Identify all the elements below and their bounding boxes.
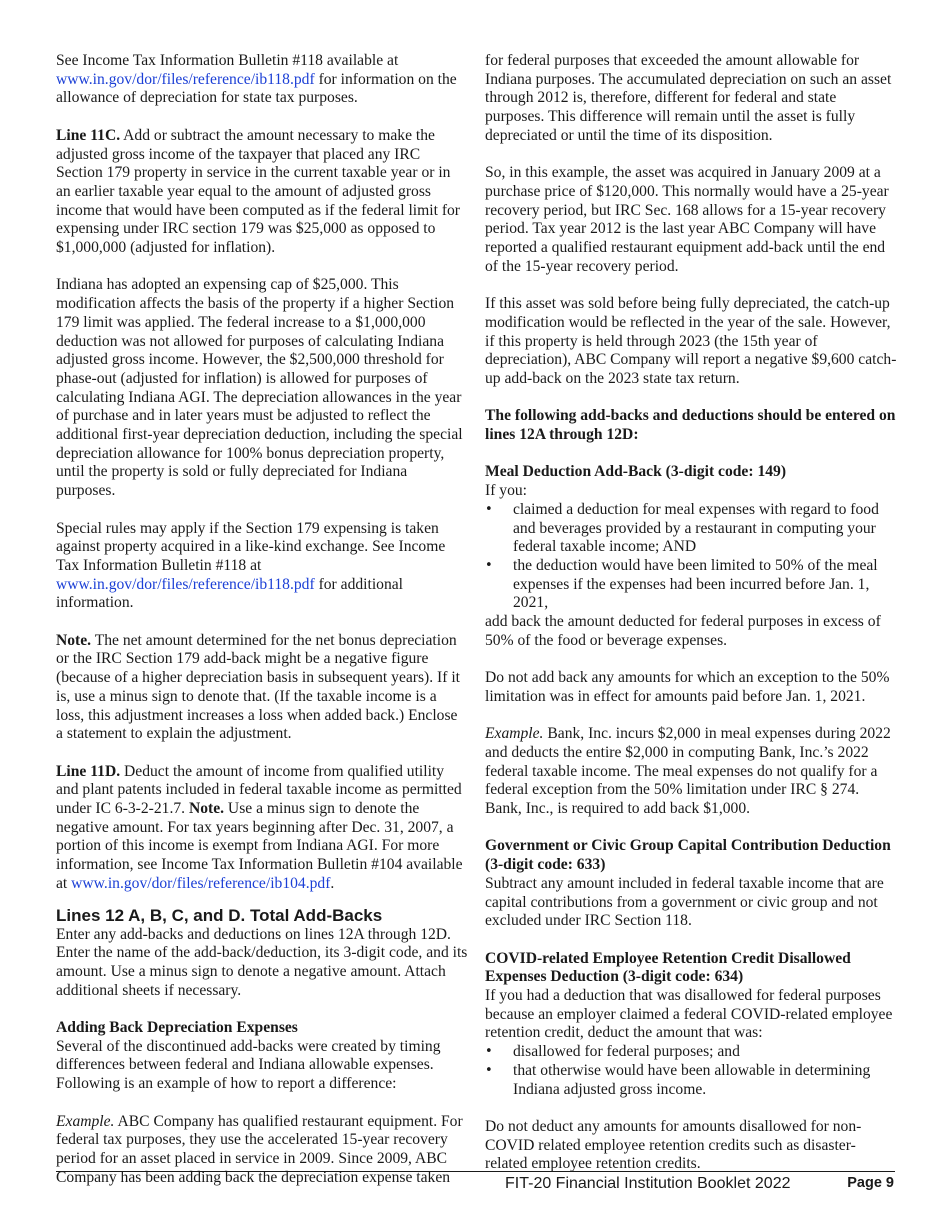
note-paragraph: [56, 632, 468, 744]
adding-back-paragraph: Several of the discontinued add-backs were created by timing differences between federal and Indiana allowable expenses. Following is an example of how to report a difference:: [56, 1037, 441, 1093]
right-column: [485, 52, 897, 1174]
special-rules-text: Special rules may apply if the Section 179 expensing is taken against property acquired in a like-kind exchange. See Income Tax Information Bulletin #118 at: [56, 519, 446, 574]
lines-12-paragraph: Enter any add-backs and deductions on lines 12A through 12D. Enter the name of the add-back/deduction, its 3-digit code, and its amount. Use a minus sign to denote a negative amount. Attach additional sheets if necessary.: [56, 925, 468, 999]
line-11d-text-2: Use a minus sign to denote the negative amount. For tax years beginning after Dec. 31, 2007, a portion of this income is exempt from Indiana AGI. For more information, see Income Tax Information Bulletin #104 available at: [56, 800, 463, 892]
meal-do-not: Do not add back any amounts for which an exception to the 50% limitation was in effect for amounts paid before Jan. 1, 2021.: [485, 669, 890, 705]
adding-back-heading: Adding Back Depreciation Expenses: [56, 1019, 298, 1037]
note-text: The net amount determined for the net bonus depreciation or the IRC Section 179 add-back might be a negative figure (because of a higher depreciation basis in subsequent years). If it is, use a minus sign to denote that. (If the taxable income is a loss, this adjustment increases a loss when added back.) Enclose a statement to explain the adjustment.: [56, 631, 460, 743]
example-text: ABC Company has qualified restaurant equipment. For federal tax purposes, they use the accelerated 15-year recovery period for an asset placed in service in 2009. Since 2009, ABC Company has been adding back the depreciation expense taken: [56, 1112, 463, 1186]
sold-before-paragraph: If this asset was sold before being fully depreciated, the catch-up modification would be reflected in the year of the sale. However, if this property is held through 2023 (the 15th year of depreciation), ABC Company will report a negative $9,600 catch-up add-back on the 2023 state tax return.: [485, 295, 897, 387]
continuation-paragraph: for federal purposes that exceeded the amount allowable for Indiana purposes. The accumulated depreciation on such an asset through 2012 is, therefore, different for federal and state purposes. This difference will remain until the asset is fully depreciated or until the time of its disposition.: [485, 52, 892, 144]
line-11c-text: Add or subtract the amount necessary to make the adjusted gross income of the taxpayer that placed any IRC Section 179 property in service in the current taxable year or in an earlier taxable year equal to the amount of adjusted gross income that would have been computed as if the federal limit for expensing under IRC section 179 was $25,000 as opposed to $1,000,000 (adjusted for inflation).: [56, 126, 460, 257]
line-11c-paragraph: [56, 127, 468, 258]
line-11d-text-end: .: [330, 874, 335, 892]
govt-paragraph: Subtract any amount included in federal taxable income that are capital contributions from a government or civic group and not excluded under IRC Section 118.: [485, 874, 884, 930]
page-number: Page 9: [847, 1175, 894, 1191]
ib118-link[interactable]: www.in.gov/dor/files/reference/ib118.pdf: [56, 70, 315, 88]
meal-bullet-2: • the deduction would have been limited to 50% of the meal expenses if the expenses had been incurred before Jan. 1, 2021,: [485, 557, 897, 613]
meal-if-you: If you:: [485, 482, 528, 500]
meal-heading: Meal Deduction Add-Back (3-digit code: 149): [485, 463, 787, 481]
govt-heading: Government or Civic Group Capital Contribution Deduction (3-digit code: 633): [485, 837, 891, 874]
meal-example-label: Example.: [485, 725, 544, 743]
intro-text: See Income Tax Information Bulletin #118 available at: [56, 52, 399, 69]
ib118-link-2[interactable]: www.in.gov/dor/files/reference/ib118.pdf: [56, 575, 315, 593]
intro-text-end: for information on the allowance of depreciation for state tax purposes.: [56, 70, 457, 107]
covid-heading: COVID-related Employee Retention Credit Disallowed Expenses Deduction (3-digit code: 634): [485, 949, 851, 986]
line-11c-label: Line 11C.: [56, 126, 121, 144]
note-label: Note.: [56, 631, 92, 649]
covid-bullet-list: [485, 1043, 897, 1099]
meal-example: [485, 725, 897, 819]
special-rules-paragraph: [56, 520, 468, 614]
line-11d-text: Deduct the amount of income from qualified utility and plant patents included in federal taxable income as permitted under IC 6-3-2-21.7.: [56, 762, 462, 818]
covid-paragraph: If you had a deduction that was disallowed for federal purposes because an employer claimed a federal COVID-related employee retention credit, deduct the amount that was:: [485, 987, 893, 1042]
line-11d-paragraph: [56, 763, 468, 894]
intro-paragraph: [56, 52, 468, 108]
meal-example-text: Bank, Inc. incurs $2,000 in meal expenses during 2022 and deducts the entire $2,000 in computing Bank, Inc.’s 2022 federal taxable income. The meal expenses do not qualify for a federal exception from the 50% limitation under IRC § 274. Bank, Inc., is required to add back $1,000.: [485, 725, 891, 818]
lines-12-heading: Lines 12 A, B, C, and D. Total Add-Backs: [56, 905, 383, 925]
covid-do-not: Do not deduct any amounts for amounts disallowed for non-COVID related employee retention credits such as disaster-related employee retention credits.: [485, 1117, 862, 1173]
example-label: Example.: [56, 1112, 115, 1130]
line-11d-note-label: Note.: [188, 800, 225, 818]
footer-rule: [56, 1171, 895, 1172]
meal-bullet-1: • claimed a deduction for meal expenses with regard to food and beverages provided by a restaurant in computing your federal taxable income; AND: [485, 501, 897, 557]
line-11d-label: Line 11D.: [56, 762, 121, 780]
special-rules-text-end: for additional information.: [56, 575, 404, 612]
meal-after-bullets: add back the amount deducted for federal purposes in excess of 50% of the food or beverage expenses.: [485, 613, 881, 649]
expensing-cap-paragraph: Indiana has adopted an expensing cap of $25,000. This modification affects the basis of the property if a higher Section 179 limit was applied. The federal increase to a $1,000,000 deduction was not allowed for purposes of calculating Indiana adjusted gross income. However, the $2,500,000 threshold for phase-out (adjusted for inflation) is allowed for purposes of calculating Indiana AGI. The depreciation allowances in the year of purchase and in later years must be adjusted to reflect the additional first-year depreciation deduction, including the special depreciation allowance for 100% bonus depreciation property, until the property is sold or fully depreciated for Indiana purposes.: [56, 276, 463, 500]
meal-bullet-list: [485, 501, 897, 613]
covid-bullet-1: • disallowed for federal purposes; and: [485, 1043, 897, 1062]
covid-bullet-2: • that otherwise would have been allowable in determining Indiana adjusted gross income.: [485, 1062, 897, 1099]
example-paragraph: [56, 1113, 468, 1188]
footer-title: FIT-20 Financial Institution Booklet 2022: [505, 1175, 791, 1192]
left-column: [56, 52, 468, 1187]
following-heading: The following add-backs and deductions should be entered on lines 12A through 12D:: [485, 407, 896, 444]
so-example-paragraph: So, in this example, the asset was acquired in January 2009 at a purchase price of $120,000. This normally would have a 25-year recovery period, but IRC Sec. 168 allows for a 15-year recovery period. Tax year 2012 is the last year ABC Company will have reported a qualified restaurant equipment add-back until the end of the 15-year recovery period.: [485, 164, 889, 275]
ib104-link[interactable]: www.in.gov/dor/files/reference/ib104.pdf: [71, 874, 331, 892]
